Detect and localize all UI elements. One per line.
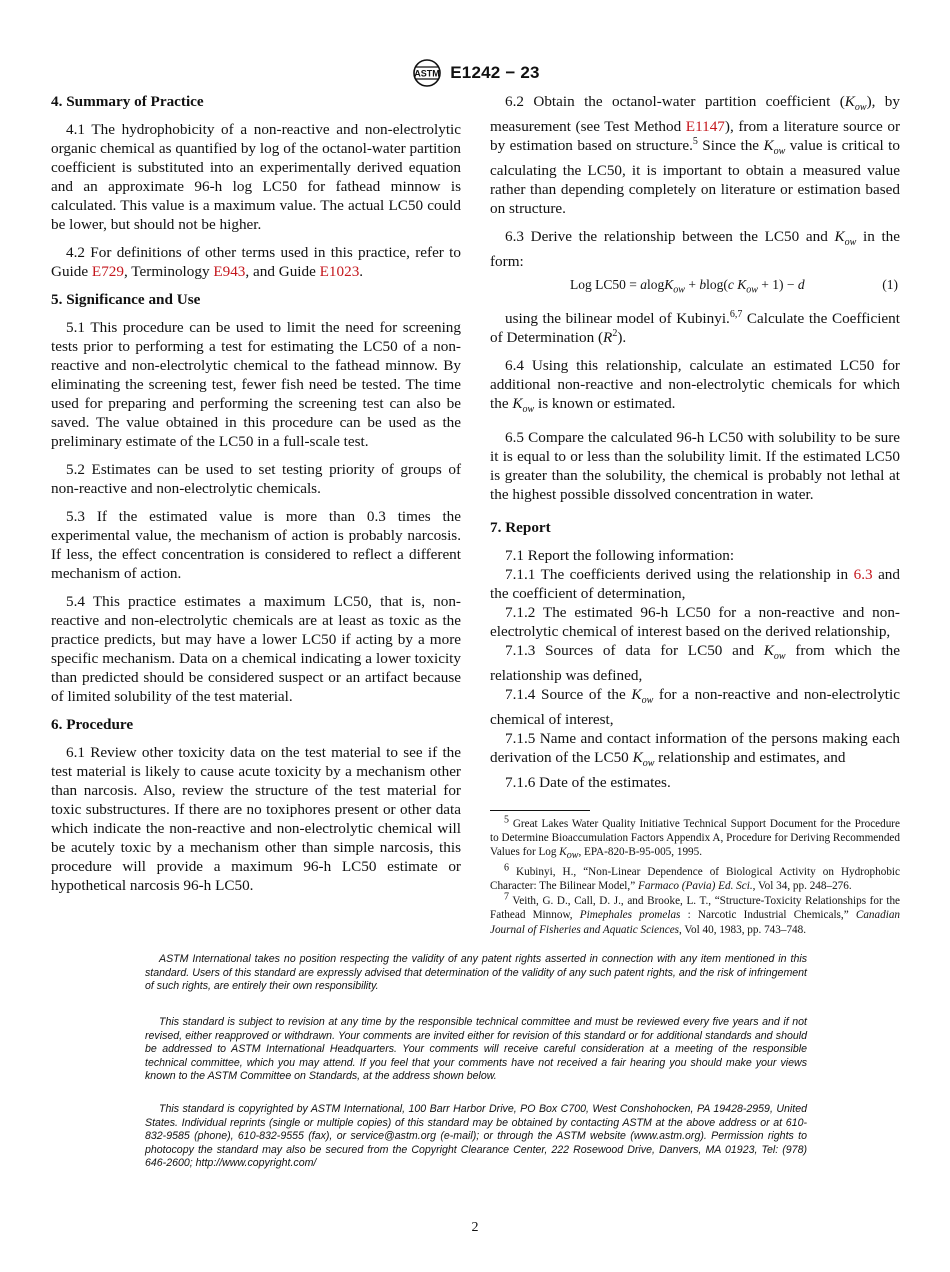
paragraph-bilinear: using the bilinear model of Kubinyi.$^{6,7}$ Calculate the Coefficient of Determination $(R^2)$. [490,308,900,346]
paragraph-4-1: 4.1 The hydrophobicity of a non-reactive and non-electrolytic organic chemical as quantified by log of the octanol-water partition coefficient is substituted into an experimentally derived equation and an approximate 96-h log LC50 for fathead minnow is calculated. This value is a maximum value. The actual LC50 could be lower, but should not be higher. [51,121,461,233]
svg-text:ASTM: ASTM [414,68,441,79]
paragraph-7-1-2: 7.1.2 The estimated 96-h LC50 for a non-reactive and non-electrolytic chemical of interest based on the derived relationship, [490,603,900,640]
patent-notice: ASTM International takes no position respecting the validity of any patent rights asserted in connection with any item mentioned in this standard. Users of this standard are expressly advised that determination of the validity of any such patent rights, and the risk of infringement of such rights, are entirely their own responsibility. [145,953,807,992]
paragraph-7-1-1: 7.1.1 The coefficients derived using the relationship in 6.3 and the coefficient of determination, [490,565,900,602]
paragraph-6-4: 6.4 Using this relationship, calculate an estimated LC50 for additional non-reactive and non-electrolytic chemicals for which the $K_{ow}$ is known or estimated. [490,356,900,415]
left-column [51,92,461,904]
paragraph-6-1: 6.1 Review other toxicity data on the test material to see if the test material is likely to cause acute toxicity by a mechanism other than narcosis. Also, review the structure of the test material for toxic substructures. If there are no toxiphores present or other data which indicate the non-reactive and non-electrolytic chemical will be acutely toxic by a mechanism other than simple narcosis, this procedure will provide a maximum 96-h LC50 estimate or hypothetical narcosis 96-h LC50. [51,744,461,894]
equation-number: (1) [882,277,898,293]
astm-logo-icon [410,58,444,88]
paragraph-5-3: 5.3 If the estimated value is more than 0.3 times the experimental value, the mechanism of action is probably narcosis. If less, the effect concentration is considered to reflect a different mechanism of action. [51,508,461,582]
copyright-notice: This standard is copyrighted by ASTM International, 100 Barr Harbor Drive, PO Box C700, West Conshohocken, PA 19428-2959, United States. Individual reprints (single or multiple copies) of this standard may be obtained by contacting ASTM at the above address or at 610-832-9585 (phone), 610-832-9555 (fax), or service@astm.org (e-mail); or through the ASTM website (www.astm.org). Permission rights to photocopy the standard may also be secured from the Copyright Clearance Center, 222 Rosewood Drive, Danvers, MA 01923, Tel: (978) 646-2600; http://www.copyright.com/ [145,1103,807,1169]
paragraph-5-1: 5.1 This procedure can be used to limit the need for screening tests prior to performing a test for estimating the LC50 of a non-reactive and non-electrolytic chemical to the fathead minnow. By eliminating the screening test, fewer fish need be tested. The time used for preparing and performing the screening test can also be saved. The value obtained in this procedure can be used as the preliminary estimate of the LC50 in a full-scale test. [51,319,461,450]
page-number: 2 [471,1220,479,1235]
revision-notice: This standard is subject to revision at any time by the responsible technical committee and must be reviewed every five years and if not revised, either reapproved or withdrawn. Your comments are invited either for revision of this standard or for additional standards and should be addressed to ASTM International Headquarters. Your comments will receive careful consideration at a meeting of the responsible technical committee, which you may attend. If you feel that your comments have not received a fair hearing you should make your views known to the ASTM Committee on Standards, at the address shown below. [145,1016,807,1082]
footnote-6: $^6$ Kubinyi, H., “Non-Linear Dependence of Biological Activity on Hydrophobic Character: The Bilinear Model,” Farmaco (Pavia) Ed. Sci., Vol 34, pp. 248–276. [490,862,900,892]
link-e943[interactable]: E943 [213,263,246,280]
section-heading-summary: 4. Summary of Practice [51,93,204,110]
paragraph-7-1: 7.1 Report the following information: [505,546,735,564]
paragraph-5-2: 5.2 Estimates can be used to set testing priority of groups of non-reactive and non-electrolytic chemicals. [51,461,461,497]
footnote-7: $^7$ Veith, G. D., Call, D. J., and Brooke, L. T., “Structure-Toxicity Relationships for the Fathead Minnow, Pimephales promelas : Narcotic Industrial Chemicals,” Canadian Journal of Fisheries and Aquatic Sciences, Vol 40, 1983, pp. 743–748. [490,891,901,936]
paragraph-7-1-6: 7.1.6 Date of the estimates. [505,773,671,791]
paragraph-7-1-3: 7.1.3 Sources of data for LC50 and $K_{ow}$ from which the relationship was defined, [490,641,900,684]
right-column [490,92,900,938]
footnote-divider [490,810,590,811]
footnote-5: $^5$ Great Lakes Water Quality Initiative Technical Support Document for the Procedure to Determine Bioaccumulation Factors Appendix A, Procedure for Deriving Recommended Values for Log $K_{ow}$, EPA-820-B-95-005, 1995. [490,814,900,862]
paragraph-7-1-4: 7.1.4 Source of the $K_{ow}$ for a non-reactive and non-electrolytic chemical of interest, [490,685,900,728]
paragraph-6-2: 6.2 Obtain the octanol-water partition coefficient $(K_{ow})$, by measurement (see Test Method E1147), from a literature source or by estimation based on structure.$^5$ Since the $K_{ow}$ value is critical to calculating the LC50, it is important to obtain a measured value rather than depending completely on literature or estimation based on structure. [490,93,900,218]
link-e1023[interactable]: E1023 [319,263,360,280]
paragraph-5-4: 5.4 This practice estimates a maximum LC50, that is, non-reactive and non-electrolytic chemicals are at least as toxic as the practice predicts, but may have a lower LC50 if acting by a more specific mechanism. Data on a chemical indicating a lower toxicity than predicted should be considered suspect or an artifact because of limited solubility of the test material. [51,593,461,705]
link-e1147[interactable]: E1147 [685,118,725,136]
section-heading-procedure: 6. Procedure [51,716,134,733]
section-heading-significance: 5. Significance and Use [51,291,201,308]
paragraph-6-3: 6.3 Derive the relationship between the LC50 and $K_{ow}$ in the form: [490,228,900,271]
equation-1: Log LC50 = alogK$_{ow}$ + blog(c $K_{ow} + 1) - d$ (1) [490,275,900,300]
paragraph-4-2: 4.2 For definitions of other terms used in this practice, refer to Guide E729, Terminology E943, and Guide E1023. [51,244,461,280]
document-designation: E1242 − 23 [450,63,540,82]
page-header [0,58,950,88]
link-section-6-3[interactable]: 6.3 [853,565,873,583]
paragraph-6-5: 6.5 Compare the calculated 96-h LC50 with solubility to be sure it is equal to or less than the solubility limit. If the estimated LC50 is greater than the solubility, the chemical is probably not lethal at the highest possible dissolved concentration in water. [490,428,900,503]
section-heading-report: 7. Report [490,518,551,536]
link-e729[interactable]: E729 [91,263,124,280]
paragraph-7-1-5: 7.1.5 Name and contact information of the persons making each derivation of the LC50 $K_{ow}$ relationship and estimates, and [490,729,900,769]
